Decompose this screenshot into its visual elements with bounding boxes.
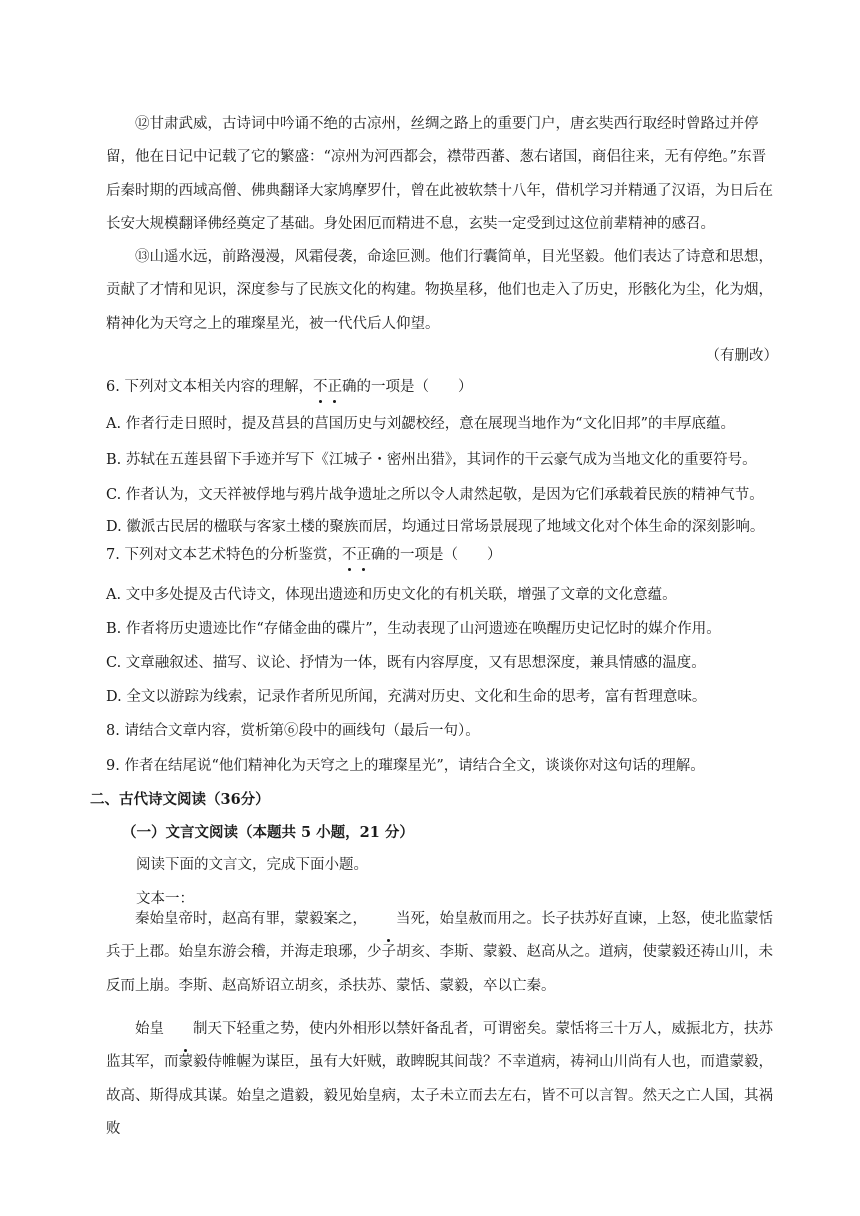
- text-label: 文本一：: [136, 891, 194, 907]
- question-7-option-c: C. 文章融叙述、描写、议论、抒情为一体，既有内容厚度，又有思想深度，兼具情感的温度。: [106, 655, 706, 671]
- paragraph-12: ⑫甘肃武威，古诗词中吟诵不绝的古凉州，丝绸之路上的重要门户，唐玄奘西行取经时曾路过并停留，他在日记中记载了它的繁盛：“凉州为河西都会，襟带西蕃、葱右诸国，商侣往来，无有停绝。”东晋后秦时期的西域高僧、佛典翻译大家鸠摩罗什，曾在此被软禁十八年，借机学习并精通了汉语，为日后在长安大规模翻译佛经奠定了基础。身处困厄而精进不息，玄奘一定受到过这位前辈精神的感召。: [106, 116, 773, 233]
- classical-passage-2: 始皇 制天下轻重之势，使内外相形以禁奸备乱者，可谓密矣。蒙恬将三十万人，威振北方，扶苏监其军，而蒙毅侍帷幄为谋臣，虽有大奸贼，敢睥睨其间哉？不幸道病，祷祠山川尚有人也，而遣蒙毅，故高、斯得成其谋。始皇之遣毅，毅见始皇病，太子未立而去左右，皆不可以言智。然天之亡人国，其祸败: [106, 1013, 778, 1147]
- emphasis-dot-char: 正: [327, 379, 342, 395]
- question-9: 9. 作者在结尾说“他们精神化为天穹之上的璀璨星光”，请结合全文，谈谈你对这句话的理解。: [106, 758, 705, 774]
- question-8: 8. 请结合文章内容，赏析第⑥段中的画线句（最后一句）。: [106, 723, 480, 739]
- question-6-option-a: A. 作者行走日照时，提及莒县的莒国历史与刘勰校经，意在展现当地作为“文化旧邦”的丰厚底蕴。: [106, 416, 736, 432]
- question-7-option-d: D. 全文以游踪为线索，记录作者所见所闻，充满对历史、文化和生命的思考，富有哲理意味。: [106, 689, 707, 705]
- question-6: 6. 下列对文本相关内容的理解，不正确的一项是（ ）: [106, 379, 473, 395]
- question-6-option-c: C. 作者认为，文天祥被俘地与鸦片战争遗址之所以令人肃然起敬，是因为它们承载着民族的精神气节。: [106, 487, 764, 503]
- question-7-option-b: B. 作者将历史遗迹比作“存储金曲的碟片”，生动表现了山河遗迹在唤醒历史记忆时的媒介作用。: [106, 621, 721, 637]
- question-7-option-a: A. 文中多处提及古代诗文，体现出遗迹和历史文化的有机关联，增强了文章的文化意蕴。: [106, 587, 677, 603]
- emphasis-dot-char: 制: [164, 1013, 208, 1046]
- question-6-option-d: D. 徽派古民居的楹联与客家土楼的聚族而居，均通过日常场景展现了地域文化对个体生命的深刻影响。: [106, 519, 765, 535]
- source-note: （有删改）: [705, 348, 778, 364]
- emphasis-dot-char: 正: [356, 547, 371, 563]
- question-7: 7. 下列对文本艺术特色的分析鉴赏，不正确的一项是（ ）: [106, 547, 502, 563]
- paragraph-13: ⑬山遥水远，前路漫漫，风霜侵袭，命途叵测。他们行囊简单，目光坚毅。他们表达了诗意和思想，贡献了才情和见识，深度参与了民族文化的构建。物换星移，他们也走入了历史，形骸化为尘，化为烟，精神化为天穹之上的璀璨星光，被一代代后人仰望。: [106, 249, 773, 332]
- emphasis-dot-char: 不: [341, 547, 357, 563]
- question-6-option-b: B. 苏轼在五莲县留下手迹并写下《江城子・密州出猎》，其词作的干云豪气成为当地文化的重要符号。: [106, 452, 757, 468]
- section-heading: 二、古代诗文阅读（36分）: [90, 791, 270, 808]
- subsection-heading: （一）文言文阅读（本题共 5 小题，21 分）: [122, 824, 414, 841]
- instruction: 阅读下面的文言文，完成下面小题。: [136, 857, 368, 873]
- emphasis-dot-char: 不: [312, 379, 328, 395]
- emphasis-dot-char: 当: [367, 903, 411, 936]
- classical-passage-1: 秦始皇帝时，赵高有罪，蒙毅案之， 当死，始皇赦而用之。长子扶苏好直谏，上怒，使北监蒙恬兵于上郡。始皇东游会稽，并海走琅琊，少子胡亥、李斯、蒙毅、赵高从之。道病，使蒙毅还祷山川，未反而上崩。李斯、赵高矫诏立胡亥，杀扶苏、蒙恬、蒙毅，卒以亡秦。: [106, 903, 778, 1003]
